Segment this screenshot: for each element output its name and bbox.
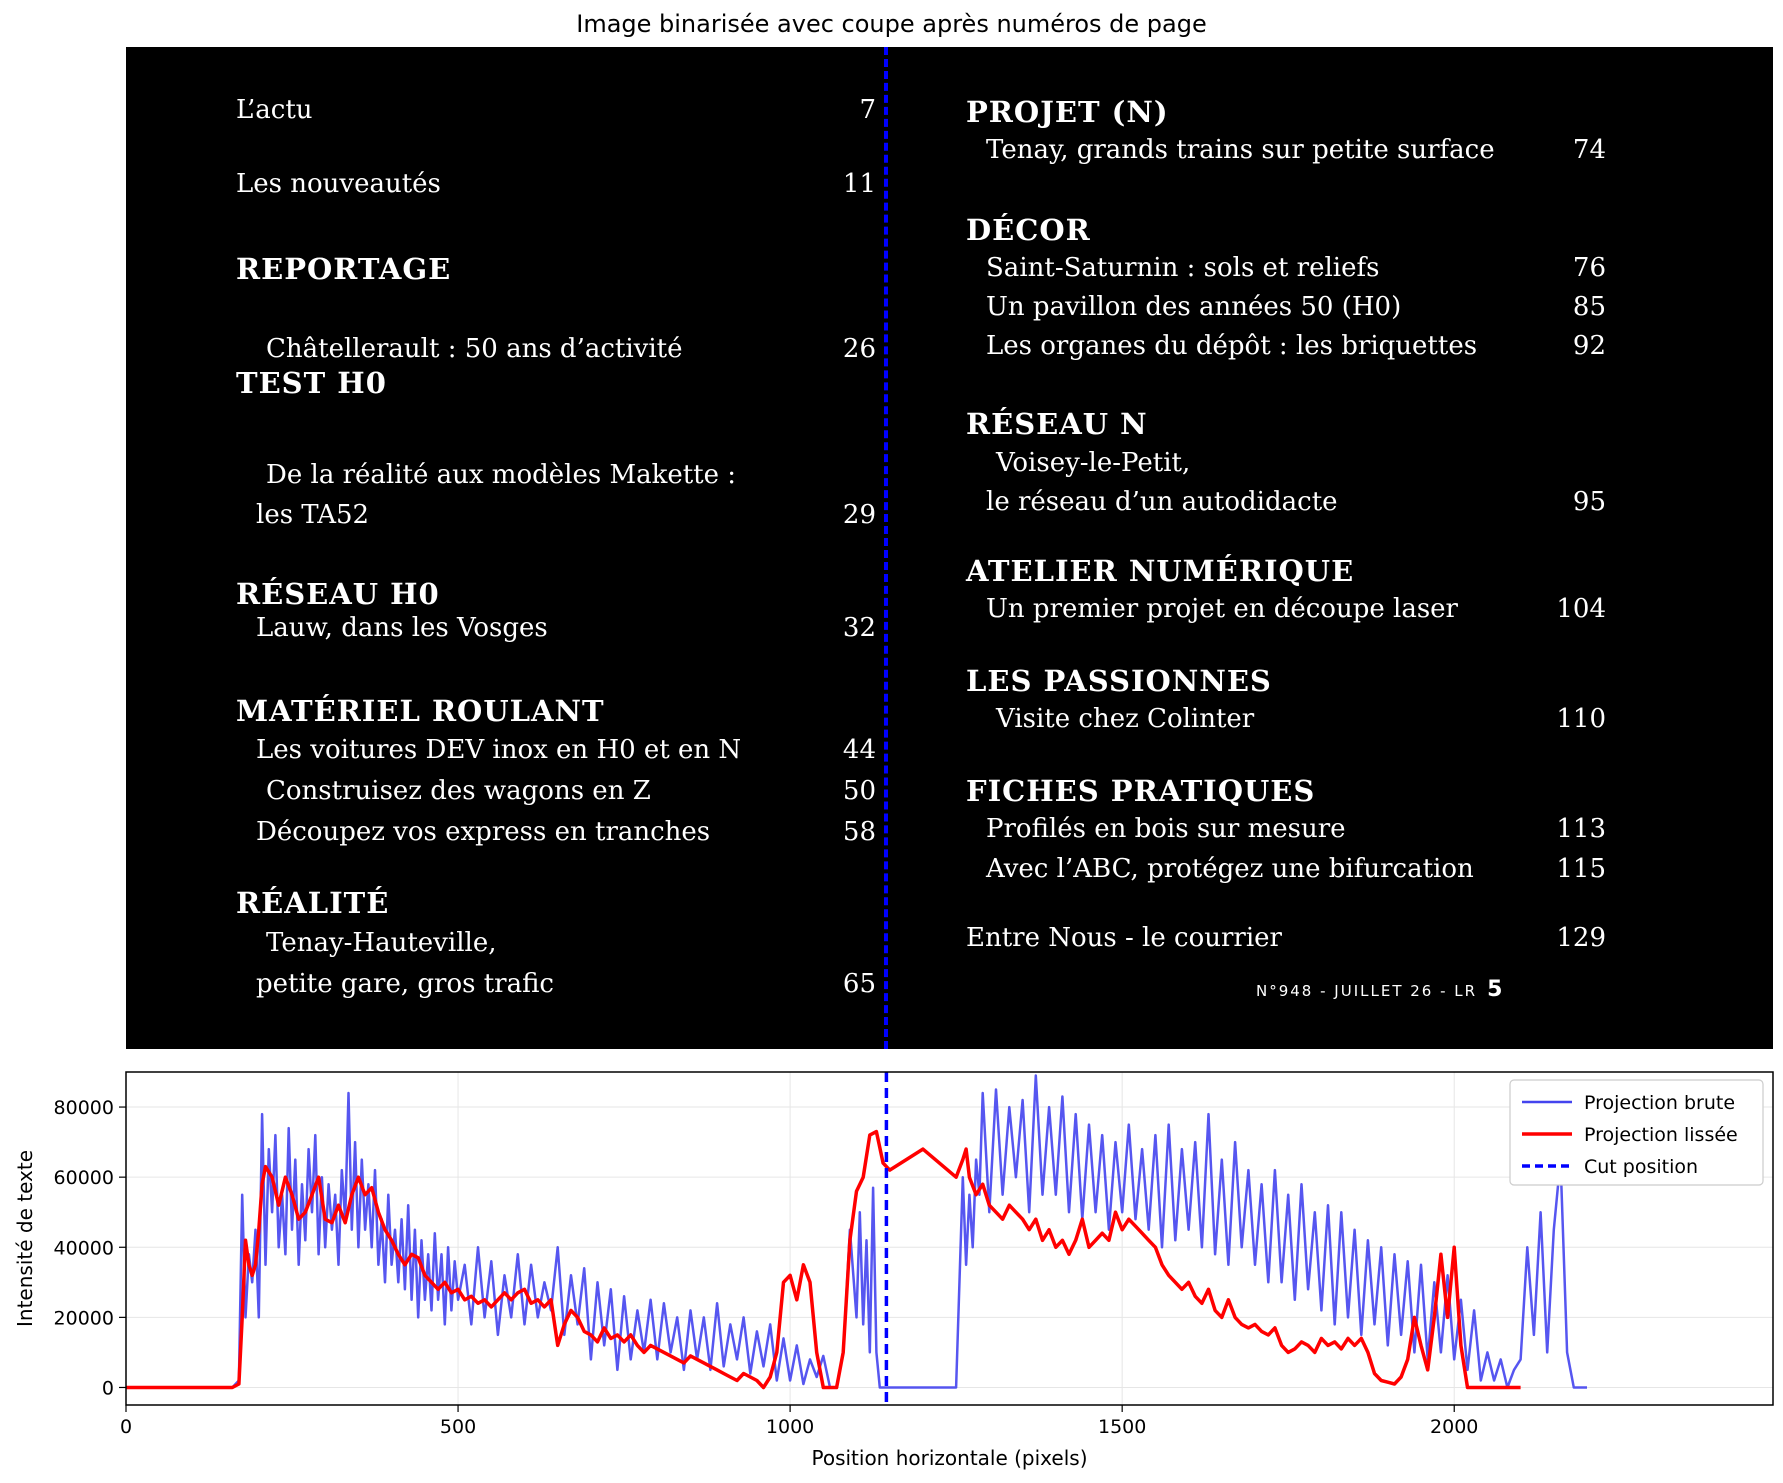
toc-entry [236,776,876,816]
toc-entry [236,169,876,209]
toc-page-number: 7 [859,95,876,125]
x-tick-label: 1000 [765,1416,815,1438]
toc-entry-text: RÉSEAU N [966,407,1148,441]
toc-entry-text: Visite chez Colinter [996,704,1255,734]
toc-page-number: 26 [842,334,876,364]
toc-entry-text: ATELIER NUMÉRIQUE [966,554,1355,588]
footer-page-number: 5 [1487,977,1503,1002]
toc-section-heading [966,213,1606,253]
binarized-image-panel [126,47,1773,1049]
toc-section-heading [966,95,1606,135]
toc-entry-text: TEST H0 [236,366,387,400]
toc-entry-text: Les organes du dépôt : les briquettes [986,331,1478,361]
toc-entry-text: petite gare, gros trafic [256,969,554,999]
toc-entry [966,594,1606,634]
toc-entry-text: Avec l’ABC, protégez une bifurcation [986,854,1474,884]
footer-issue-text: N°948 - JUILLET 26 - LR [1256,982,1478,1000]
toc-page-number: 44 [842,735,876,765]
toc-section-heading [236,577,876,617]
y-tick-label: 60000 [53,1167,114,1190]
legend-label: Cut position [1584,1156,1699,1178]
y-tick-label: 80000 [53,1097,114,1120]
toc-page-number: 92 [1572,331,1606,361]
toc-entry-text: MATÉRIEL ROULANT [236,694,605,728]
toc-page-number: 65 [842,969,876,999]
toc-entry-text: Châtellerault : 50 ans d’activité [266,334,683,364]
toc-section-heading [236,694,876,734]
toc-entry [236,460,876,500]
toc-entry-text: Saint-Saturnin : sols et reliefs [986,253,1380,283]
legend-label: Projection brute [1584,1092,1736,1114]
toc-entry-text: les TA52 [256,500,370,530]
toc-page-number: 29 [842,500,876,530]
toc-entry-text: Entre Nous - le courrier [966,923,1282,953]
toc-section-heading [236,252,876,292]
toc-entry-text: L’actu [236,95,313,125]
toc-page-number: 85 [1572,292,1606,322]
toc-section-heading [966,774,1606,814]
toc-entry-text: Tenay, grands trains sur petite surface [986,135,1495,165]
toc-entry-text: PROJET (N) [966,95,1169,129]
projection-plot [0,1060,1783,1483]
toc-entry [966,331,1606,371]
toc-entry [966,292,1606,332]
toc-page-number: 110 [1556,704,1606,734]
toc-page-number: 104 [1556,594,1606,624]
cut-line-image [884,47,888,1049]
toc-entry-text: Tenay-Hauteville, [266,928,497,958]
toc-entry [236,928,876,968]
toc-entry-text: RÉALITÉ [236,886,390,920]
x-tick-label: 0 [119,1416,133,1438]
x-tick-label: 1500 [1097,1416,1147,1438]
toc-entry [236,817,876,857]
y-tick-label: 20000 [53,1307,114,1330]
toc-entry-text: REPORTAGE [236,252,452,286]
toc-entry-text: FICHES PRATIQUES [966,774,1316,808]
toc-entry-text: le réseau d’un autodidacte [986,487,1338,517]
toc-entry [236,95,876,135]
x-tick-label: 2000 [1430,1416,1479,1438]
toc-entry [966,923,1606,963]
toc-section-heading [236,886,876,926]
toc-entry [966,448,1606,488]
x-tick-label: 500 [439,1416,477,1438]
toc-page-number: 129 [1556,923,1606,953]
toc-entry [236,613,876,653]
toc-page-number: 113 [1556,814,1606,844]
toc-entry-text: Lauw, dans les Vosges [256,613,548,643]
toc-page-number: 115 [1556,854,1606,884]
toc-entry-text: RÉSEAU H0 [236,577,440,611]
y-tick-label: 0 [101,1377,114,1400]
toc-entry [236,969,876,1009]
toc-entry-text: Profilés en bois sur mesure [986,814,1346,844]
toc-entry [966,704,1606,744]
toc-entry-text: LES PASSIONNES [966,664,1272,698]
toc-entry-text: Les nouveautés [236,169,441,199]
y-axis-label: Intensité de texte [13,1149,37,1328]
toc-footer [1256,977,1502,1002]
toc-entry-text: DÉCOR [966,213,1091,247]
toc-entry-text: Un pavillon des années 50 (H0) [986,292,1402,322]
toc-page-number: 11 [842,169,876,199]
toc-section-heading [966,407,1606,447]
toc-section-heading [966,664,1606,704]
toc-entry-text: Un premier projet en découpe laser [986,594,1458,624]
toc-entry-text: Construisez des wagons en Z [266,776,651,806]
toc-page-number: 32 [842,613,876,643]
x-axis-label: Position horizontale (pixels) [811,1446,1088,1470]
toc-page-number: 95 [1572,487,1606,517]
toc-page-number: 76 [1572,253,1606,283]
toc-entry [966,135,1606,175]
figure-title: Image binarisée avec coupe après numéros de page [576,10,1207,38]
legend-label: Projection lissée [1584,1124,1738,1146]
toc-page-number: 74 [1572,135,1606,165]
toc-section-heading [966,554,1606,594]
toc-section-heading [236,366,876,406]
toc-entry [966,487,1606,527]
toc-entry [966,814,1606,854]
toc-entry [236,500,876,540]
toc-entry [966,253,1606,293]
toc-entry-text: De la réalité aux modèles Makette : [266,460,737,490]
toc-entry-text: Les voitures DEV inox en H0 et en N [256,735,742,765]
toc-entry-text: Découpez vos express en tranches [256,817,711,847]
toc-page-number: 58 [842,817,876,847]
y-tick-label: 40000 [53,1237,114,1260]
toc-entry [966,854,1606,894]
toc-page-number: 50 [842,776,876,806]
toc-entry [236,735,876,775]
toc-entry-text: Voisey-le-Petit, [996,448,1191,478]
